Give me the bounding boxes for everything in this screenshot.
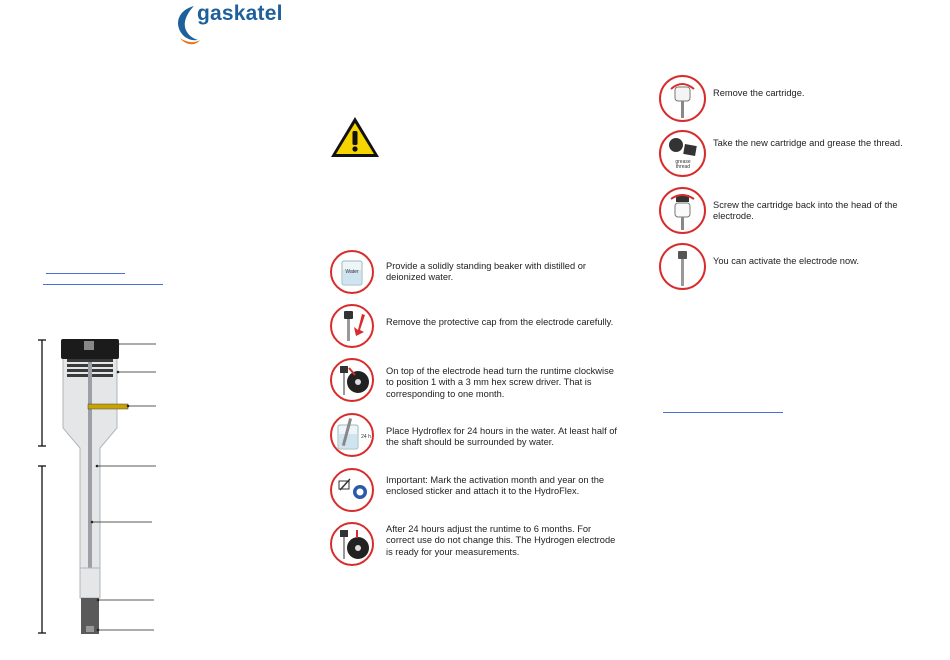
remove-cartridge-icon (659, 75, 706, 122)
cartridge-step-item (659, 243, 909, 293)
grease-thread-label: grease thread (675, 159, 691, 170)
remove-cap-icon (330, 304, 374, 348)
grease-cartridge-icon (659, 130, 706, 177)
step-text: Provide a solidly standing beaker with distilled or deionized water. (386, 261, 586, 283)
step-item (330, 522, 620, 570)
beaker-icon (330, 250, 374, 294)
beaker-label: Water (345, 269, 359, 275)
cartridge-step-item (659, 187, 909, 237)
step-item (330, 304, 620, 352)
screw-cartridge-icon (659, 187, 706, 234)
sticker-icon (330, 468, 374, 512)
step-text: Remove the protective cap from the electrode carefully. (386, 317, 614, 327)
empty-link[interactable] (663, 412, 783, 413)
duration-label: 24 h (361, 434, 371, 440)
cartridge-step-text: Take the new cartridge and grease the thread. (713, 138, 903, 148)
empty-link[interactable] (43, 284, 163, 285)
electrode-icon (659, 243, 706, 290)
runtime-dial-icon (330, 522, 374, 566)
warning-triangle-icon (329, 115, 381, 159)
step-item (330, 358, 620, 406)
runtime-dial-icon (330, 358, 374, 402)
cartridge-step-item (659, 130, 909, 180)
cartridge-step-text: You can activate the electrode now. (713, 256, 859, 266)
cartridge-step-item (659, 75, 909, 125)
electrode-diagram (34, 336, 159, 638)
cartridge-step-text: Screw the cartridge back into the head of the electrode. (713, 200, 898, 222)
step-text: Important: Mark the activation month and year on the enclosed sticker and attach it to the HydroFlex. (386, 475, 605, 497)
step-item (330, 250, 620, 298)
step-text: Place Hydroflex for 24 hours in the water. At least half of the shaft should be surrounded by water. (386, 426, 617, 448)
step-item (330, 413, 620, 461)
cartridge-step-text: Remove the cartridge. (713, 88, 805, 98)
step-text: On top of the electrode head turn the runtime clockwise to position 1 with a 3 mm hex screw driver. That is corresponding to one month. (386, 366, 614, 399)
empty-link[interactable] (46, 273, 125, 274)
beaker-24h-icon (330, 413, 374, 457)
gaskatel-logo-text: gaskatel (197, 2, 283, 25)
step-text: After 24 hours adjust the runtime to 6 months. For correct use do not change this. The Hydrogen electrode is ready for your measurements. (386, 524, 616, 557)
step-item (330, 468, 620, 516)
